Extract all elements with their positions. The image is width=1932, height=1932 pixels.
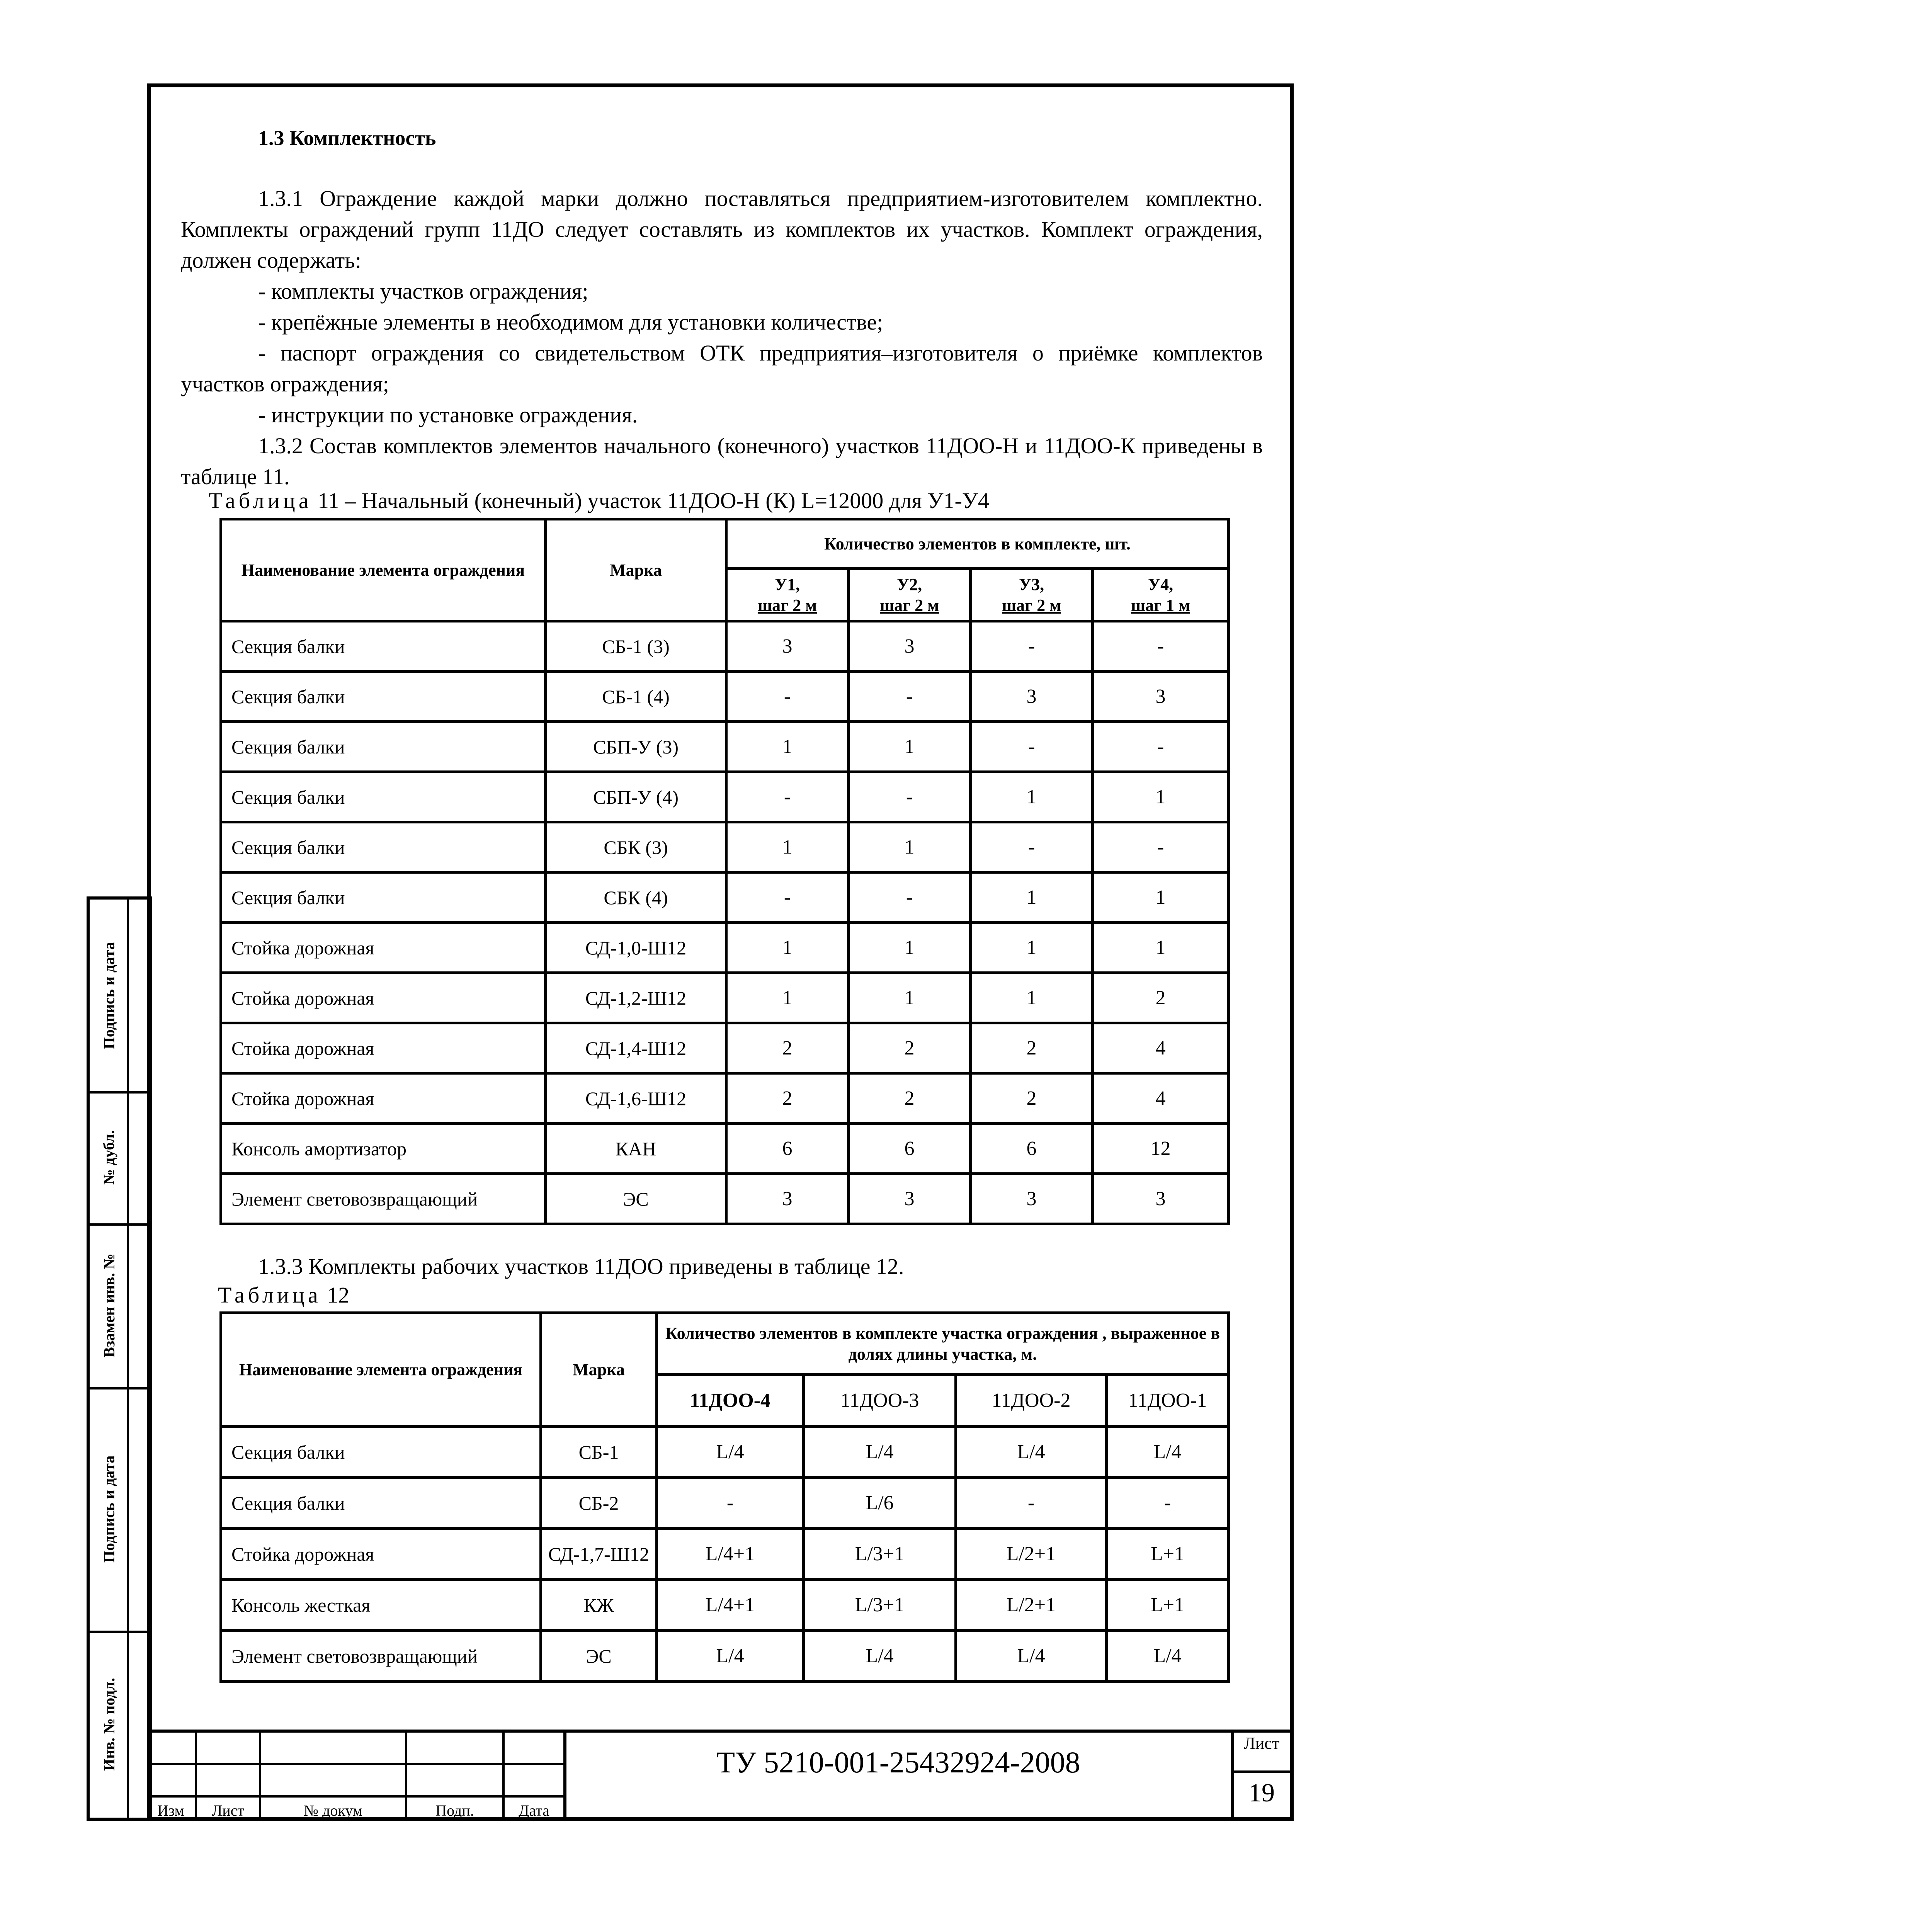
- cell-qty: L/3+1: [804, 1529, 956, 1580]
- cell-name: Секция балки: [221, 621, 546, 672]
- cell-mark: СБ-1: [541, 1427, 657, 1478]
- cell-qty: -: [1107, 1478, 1229, 1529]
- document-code: ТУ 5210-001-25432924-2008: [716, 1745, 1080, 1779]
- cell-qty: 1: [971, 872, 1093, 923]
- cell-name: Секция балки: [221, 1427, 541, 1478]
- table-row: [221, 1174, 1229, 1224]
- table-row: [221, 1631, 1229, 1682]
- cell-qty: 3: [1093, 672, 1229, 722]
- bullet-item: - паспорт ограждения со свидетельством ОТК предприятия–изготовителя о приёмке комплектов участков ограждения;: [181, 340, 1263, 396]
- table-row: [221, 621, 1229, 672]
- cell-qty: 2: [971, 1073, 1093, 1124]
- col-header-u2: У2, шаг 2 м: [849, 569, 971, 621]
- cell-qty: L/4+1: [657, 1580, 804, 1631]
- cell-name: Секция балки: [221, 872, 546, 923]
- bullet-item: - крепёжные элементы в необходимом для установки количестве;: [258, 310, 883, 335]
- cell-mark: КЖ: [541, 1580, 657, 1631]
- section-body: [181, 183, 1263, 492]
- cell-name: Стойка дорожная: [221, 1529, 541, 1580]
- cell-qty: 4: [1093, 1023, 1229, 1073]
- cell-qty: 3: [1093, 1174, 1229, 1224]
- cell-qty: 1: [849, 722, 971, 772]
- side-label-inv-no: Инв. № подл.: [100, 1677, 118, 1771]
- cell-qty: L/2+1: [956, 1529, 1107, 1580]
- table12: [219, 1311, 1230, 1683]
- cell-qty: -: [726, 872, 849, 923]
- cell-qty: 1: [971, 973, 1093, 1023]
- col-header-11doo-1: 11ДОО-1: [1107, 1375, 1229, 1427]
- col-header-name: Наименование элемента ограждения: [221, 519, 546, 621]
- cell-qty: -: [1093, 822, 1229, 872]
- table-row: [221, 1478, 1229, 1529]
- cell-mark: СБ-1 (4): [546, 672, 726, 722]
- cell-qty: -: [726, 772, 849, 822]
- cell-qty: 1: [726, 822, 849, 872]
- cell-qty: L+1: [1107, 1529, 1229, 1580]
- stamp-col-doc-no: № докум: [303, 1802, 363, 1819]
- table-row: [221, 772, 1229, 822]
- cell-mark: СБК (4): [546, 872, 726, 923]
- cell-mark: КАН: [546, 1124, 726, 1174]
- cell-qty: L/6: [804, 1478, 956, 1529]
- col-header-mark: Марка: [541, 1313, 657, 1427]
- paragraph-1-3-2: 1.3.2 Состав комплектов элементов начального (конечного) участков 11ДОО-Н и 11ДОО-К приведены в таблице 11.: [181, 433, 1263, 489]
- table-row: [221, 672, 1229, 722]
- side-label-replace-inv: Взамен инв. №: [100, 1253, 118, 1357]
- cell-qty: 1: [849, 822, 971, 872]
- cell-qty: 1: [849, 973, 971, 1023]
- cell-qty: -: [956, 1478, 1107, 1529]
- side-label-sign-date-top: Подпись и дата: [100, 942, 118, 1049]
- col-header-11doo-3: 11ДОО-3: [804, 1375, 956, 1427]
- col-header-name: Наименование элемента ограждения: [221, 1313, 541, 1427]
- cell-qty: 1: [1093, 872, 1229, 923]
- cell-qty: -: [849, 672, 971, 722]
- cell-qty: 6: [971, 1124, 1093, 1174]
- cell-name: Секция балки: [221, 772, 546, 822]
- cell-mark: СБ-2: [541, 1478, 657, 1529]
- cell-qty: L/4: [1107, 1427, 1229, 1478]
- table-row: [221, 1427, 1229, 1478]
- table12-caption: Таблица 12: [218, 1282, 350, 1308]
- col-header-qty-group: Количество элементов в комплекте, шт.: [726, 519, 1229, 569]
- table-row: [221, 1529, 1229, 1580]
- cell-name: Стойка дорожная: [221, 1023, 546, 1073]
- paragraph-1-3-1: 1.3.1 Ограждение каждой марки должно поставляться предприятием-изготовителем комплектно. Комплекты ограждений групп 11ДО следует составлять из комплектов их участков. Комплект ограждения, должен содержать:: [181, 186, 1263, 273]
- table11-caption: Таблица 11 – Начальный (конечный) участок 11ДОО-Н (К) L=12000 для У1-У4: [209, 488, 989, 513]
- cell-qty: -: [657, 1478, 804, 1529]
- cell-qty: 2: [726, 1073, 849, 1124]
- bullet-item: - инструкции по установке ограждения.: [258, 402, 638, 427]
- cell-qty: 1: [849, 923, 971, 973]
- sheet-number: 19: [1248, 1778, 1275, 1807]
- cell-qty: 6: [849, 1124, 971, 1174]
- cell-name: Стойка дорожная: [221, 1073, 546, 1124]
- cell-qty: 6: [726, 1124, 849, 1174]
- cell-qty: L/3+1: [804, 1580, 956, 1631]
- cell-mark: ЭС: [546, 1174, 726, 1224]
- cell-mark: СД-1,7-Ш12: [541, 1529, 657, 1580]
- cell-mark: СБК (3): [546, 822, 726, 872]
- cell-name: Секция балки: [221, 1478, 541, 1529]
- cell-qty: L/4: [956, 1427, 1107, 1478]
- cell-mark: СД-1,4-Ш12: [546, 1023, 726, 1073]
- side-strip: [87, 896, 152, 1821]
- cell-qty: -: [1093, 722, 1229, 772]
- cell-qty: L/4: [657, 1427, 804, 1478]
- cell-name: Стойка дорожная: [221, 973, 546, 1023]
- cell-name: Секция балки: [221, 722, 546, 772]
- cell-mark: СБП-У (4): [546, 772, 726, 822]
- cell-qty: 1: [971, 923, 1093, 973]
- cell-name: Консоль жесткая: [221, 1580, 541, 1631]
- stamp-col-date: Дата: [519, 1802, 549, 1819]
- cell-qty: 4: [1093, 1073, 1229, 1124]
- cell-qty: 3: [726, 621, 849, 672]
- stamp-col-list: Лист: [212, 1802, 244, 1819]
- table-row: [221, 872, 1229, 923]
- cell-qty: 1: [726, 973, 849, 1023]
- cell-name: Стойка дорожная: [221, 923, 546, 973]
- cell-name: Секция балки: [221, 672, 546, 722]
- cell-qty: L/4: [1107, 1631, 1229, 1682]
- cell-qty: 1: [726, 923, 849, 973]
- cell-qty: -: [849, 772, 971, 822]
- cell-qty: L/2+1: [956, 1580, 1107, 1631]
- cell-mark: ЭС: [541, 1631, 657, 1682]
- cell-qty: -: [849, 872, 971, 923]
- cell-mark: СБП-У (3): [546, 722, 726, 772]
- cell-qty: -: [971, 722, 1093, 772]
- cell-name: Элемент световозвращающий: [221, 1174, 546, 1224]
- cell-qty: 2: [971, 1023, 1093, 1073]
- sheet-label: Лист: [1243, 1734, 1280, 1753]
- cell-qty: 1: [726, 722, 849, 772]
- cell-qty: 3: [971, 672, 1093, 722]
- cell-qty: L/4: [956, 1631, 1107, 1682]
- cell-qty: -: [726, 672, 849, 722]
- table-row: [221, 973, 1229, 1023]
- cell-name: Элемент световозвращающий: [221, 1631, 541, 1682]
- cell-qty: 12: [1093, 1124, 1229, 1174]
- cell-qty: -: [971, 621, 1093, 672]
- table-row: [221, 722, 1229, 772]
- col-header-mark: Марка: [546, 519, 726, 621]
- table-row: [221, 923, 1229, 973]
- cell-qty: L/4+1: [657, 1529, 804, 1580]
- cell-qty: 1: [971, 772, 1093, 822]
- cell-qty: 1: [1093, 772, 1229, 822]
- cell-qty: L/4: [657, 1631, 804, 1682]
- cell-qty: -: [971, 822, 1093, 872]
- cell-qty: 2: [1093, 973, 1229, 1023]
- cell-mark: СБ-1 (3): [546, 621, 726, 672]
- table-row: [221, 1023, 1229, 1073]
- table11: [219, 518, 1230, 1225]
- bullet-item: - комплекты участков ограждения;: [258, 279, 588, 304]
- col-header-u3: У3, шаг 2 м: [971, 569, 1093, 621]
- col-header-11doo-2: 11ДОО-2: [956, 1375, 1107, 1427]
- cell-qty: 3: [849, 621, 971, 672]
- cell-mark: СД-1,6-Ш12: [546, 1073, 726, 1124]
- paragraph-1-3-3: 1.3.3 Комплекты рабочих участков 11ДОО приведены в таблице 12.: [258, 1254, 904, 1279]
- cell-mark: СД-1,2-Ш12: [546, 973, 726, 1023]
- col-header-u1: У1, шаг 2 м: [726, 569, 849, 621]
- side-label-dup-no: № дубл.: [100, 1130, 118, 1185]
- table11-body: [221, 621, 1229, 1224]
- cell-name: Секция балки: [221, 822, 546, 872]
- col-header-qty-group: Количество элементов в комплекте участка ограждения , выраженное в долях длины участка, м.: [657, 1313, 1229, 1375]
- cell-qty: L/4: [804, 1631, 956, 1682]
- section-heading: 1.3 Комплектность: [258, 126, 436, 150]
- paragraph-1-3-3-block: [181, 1251, 1263, 1282]
- cell-qty: L+1: [1107, 1580, 1229, 1631]
- cell-qty: 2: [849, 1023, 971, 1073]
- cell-qty: 1: [1093, 923, 1229, 973]
- table12-body: [221, 1427, 1229, 1682]
- side-label-sign-date-bottom: Подпись и дата: [100, 1455, 118, 1563]
- table-row: [221, 1073, 1229, 1124]
- table-row: [221, 822, 1229, 872]
- cell-mark: СД-1,0-Ш12: [546, 923, 726, 973]
- cell-qty: 3: [849, 1174, 971, 1224]
- cell-qty: 3: [971, 1174, 1093, 1224]
- title-block: [147, 1730, 1294, 1821]
- cell-qty: 2: [726, 1023, 849, 1073]
- cell-qty: L/4: [804, 1427, 956, 1478]
- stamp-col-sign: Подп.: [435, 1802, 474, 1819]
- cell-qty: 2: [849, 1073, 971, 1124]
- cell-qty: 3: [726, 1174, 849, 1224]
- cell-qty: -: [1093, 621, 1229, 672]
- col-header-11doo-4: 11ДОО-4: [657, 1375, 804, 1427]
- stamp-col-izm: Изм: [157, 1802, 184, 1819]
- cell-name: Консоль амортизатор: [221, 1124, 546, 1174]
- table-row: [221, 1124, 1229, 1174]
- table-row: [221, 1580, 1229, 1631]
- col-header-u4: У4, шаг 1 м: [1093, 569, 1229, 621]
